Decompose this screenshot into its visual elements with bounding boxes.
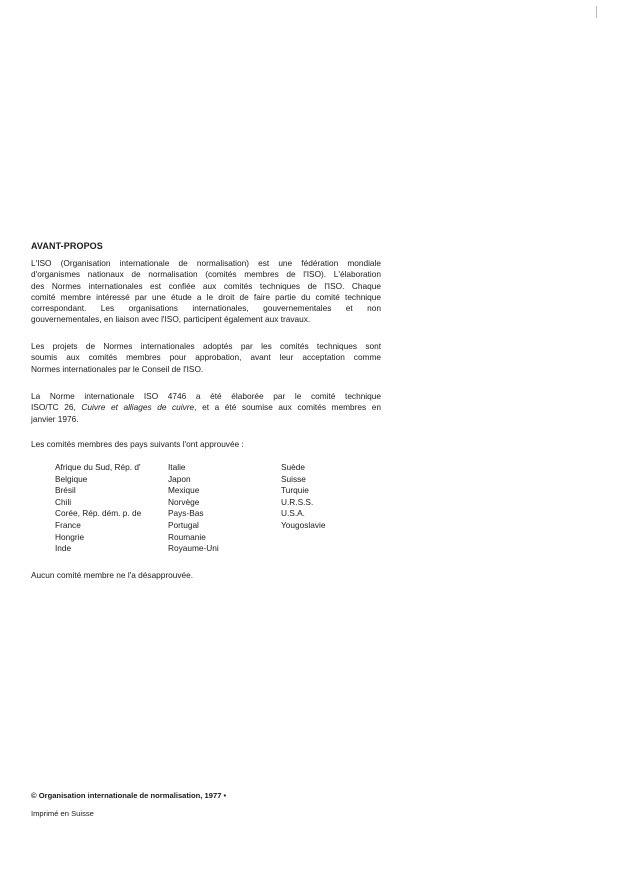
paragraph-approving-members (31, 439, 381, 450)
print-location: Imprimé en Suisse (31, 809, 94, 818)
paragraph-line: comité membre intéressé par une étude a le droit de faire partie du comité technique (31, 291, 381, 302)
paragraph-line: Les projets de Normes internationales adoptés par les comités techniques sont (31, 341, 381, 351)
country-item: Italie (168, 462, 186, 472)
country-item: U.R.S.S. (281, 496, 314, 507)
country-item: Mexique (168, 485, 200, 496)
country-item: Norvège (168, 496, 200, 507)
country-item: Belgique (55, 473, 88, 484)
paragraph-line: L'ISO (Organisation internationale de normalisation) est une fédération mondiale (31, 258, 381, 268)
committee-title: Cuivre et alliages de cuivre (81, 402, 195, 413)
country-item: Inde (55, 543, 72, 554)
country-item: U.S.A. (281, 508, 305, 519)
paragraph-standard-origin (31, 391, 381, 425)
country-column (55, 462, 141, 555)
country-item: Afrique du Sud, Rép. d' (55, 462, 141, 472)
copyright-notice: © Organisation internationale de normalisation, 1977 • (31, 791, 227, 800)
paragraph-text: , et a été soumise aux comités membres en (194, 402, 381, 413)
country-column (168, 462, 219, 555)
country-item: Japon (168, 473, 191, 484)
country-item: Suisse (281, 473, 306, 484)
disapproval-note: Aucun comité membre ne l'a désapprouvée. (31, 570, 194, 580)
paragraph-line (31, 402, 381, 413)
country-item: France (55, 519, 81, 530)
paragraph-line: d'organismes nationaux de normalisation (comités membres de l'ISO). L'élaboration (31, 269, 381, 280)
country-item: Corée, Rép. dém. p. de (55, 508, 142, 519)
country-item: Pays-Bas (168, 508, 204, 519)
country-item: Hongrie (55, 531, 85, 542)
country-item: Roumanie (168, 531, 206, 542)
country-item: Yougoslavie (281, 519, 326, 530)
paragraph-line: correspondant. Les organisations internationales, gouvernementales et non (31, 303, 381, 314)
paragraph-line: soumis aux comités membres pour approbation, avant leur acceptation comme (31, 352, 381, 363)
paragraph-approval-process (31, 341, 381, 375)
committee-ref: ISO/TC 26, (31, 402, 82, 413)
scan-mark (596, 6, 597, 18)
country-item: Turquie (281, 485, 309, 496)
country-item: Portugal (168, 519, 199, 530)
country-item: Royaume-Uni (168, 543, 219, 554)
country-column (281, 462, 325, 532)
paragraph-line: des Normes internationales est confiée aux comités techniques de l'ISO. Chaque (31, 280, 381, 291)
paragraph-line: Normes internationales par le Conseil de l'ISO. (31, 363, 204, 374)
paragraph-iso-description (31, 258, 381, 326)
paragraph-line: La Norme internationale ISO 4746 a été élaborée par le comité technique (31, 391, 381, 401)
country-item: Suède (281, 462, 305, 472)
paragraph-line: janvier 1976. (31, 413, 79, 424)
country-item: Brésil (55, 485, 76, 496)
section-heading: AVANT-PROPOS (31, 241, 103, 251)
paragraph-line: Les comités membres des pays suivants l'ont approuvée : (31, 439, 244, 449)
country-item: Chili (55, 496, 72, 507)
paragraph-line: gouvernementales, en liaison avec l'ISO, participent également aux travaux. (31, 314, 311, 325)
